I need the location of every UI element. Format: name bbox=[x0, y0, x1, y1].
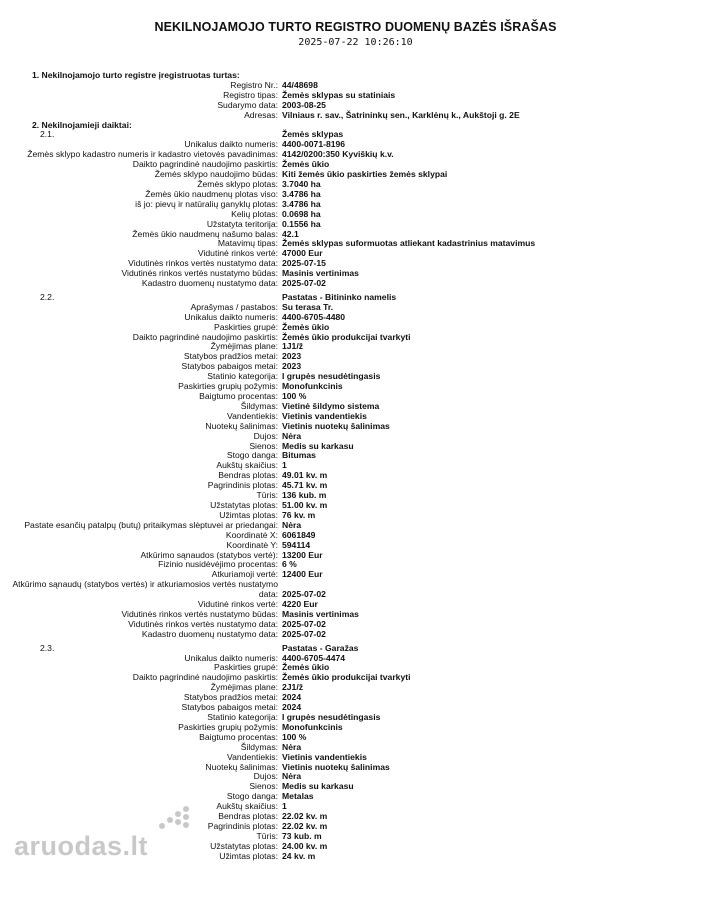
field-row bbox=[0, 180, 711, 190]
field-value: 4400-0071-8196 bbox=[282, 139, 346, 150]
field-value: 3.7040 ha bbox=[282, 178, 321, 189]
field-row bbox=[0, 673, 711, 683]
field-label: Vidutinė rinkos vertė: bbox=[197, 248, 278, 259]
document-title: NEKILNOJAMOJO TURTO REGISTRO DUOMENŲ BAZĖS IŠRAŠAS bbox=[154, 20, 557, 34]
field-label: Žemės sklypo plotas: bbox=[197, 178, 278, 189]
field-label: Vandentiekis: bbox=[227, 751, 278, 762]
field-value: Vietinė šildymo sistema bbox=[282, 400, 380, 411]
field-label: Daikto pagrindinė naudojimo paskirtis: bbox=[132, 159, 278, 170]
field-label: Žymėjimas plane: bbox=[210, 682, 278, 693]
field-value: 24.00 kv. m bbox=[282, 840, 328, 851]
field-row bbox=[0, 763, 711, 773]
field-value: 24 kv. m bbox=[282, 850, 316, 861]
field-value: Vilniaus r. sav., Šatrininkų sen., Karklėnų k., Aukštoji g. 2E bbox=[282, 109, 520, 120]
field-value: 0.0698 ha bbox=[282, 208, 321, 219]
field-label: Paskirties grupė: bbox=[213, 662, 278, 673]
document-datetime: 2025-07-22 10:26:10 bbox=[298, 37, 413, 48]
field-label: Kadastro duomenų nustatymo data: bbox=[141, 278, 278, 289]
field-value: 6061849 bbox=[282, 529, 316, 540]
item-header bbox=[0, 130, 711, 140]
field-row bbox=[0, 451, 711, 461]
field-value: Masinis vertinimas bbox=[282, 608, 359, 619]
field-value: 3.4786 ha bbox=[282, 188, 321, 199]
field-value: Kiti žemės ūkio paskirties žemės sklypai bbox=[282, 169, 448, 180]
field-value: Vietinis vandentiekis bbox=[282, 751, 367, 762]
field-label: Vidutinės rinkos vertės nustatymo data: bbox=[128, 618, 278, 629]
field-row bbox=[0, 303, 711, 313]
field-row bbox=[0, 432, 711, 442]
field-row bbox=[0, 210, 711, 220]
field-label: Vidutinės rinkos vertės nustatymo data: bbox=[128, 258, 278, 269]
field-label: Baigtumo procentas: bbox=[199, 391, 278, 401]
field-value: 12400 Eur bbox=[282, 569, 323, 580]
field-row bbox=[0, 269, 711, 279]
field-row bbox=[0, 190, 711, 200]
field-row bbox=[0, 91, 711, 101]
field-label: Stogo danga: bbox=[226, 791, 278, 802]
field-value: Nėra bbox=[282, 771, 302, 782]
field-row bbox=[0, 723, 711, 733]
field-value: Žemės sklypas suformuotas atliekant kadastrinius matavimus bbox=[282, 238, 536, 249]
field-row bbox=[0, 279, 711, 289]
field-row bbox=[0, 501, 711, 511]
field-label: Sienos: bbox=[249, 781, 278, 792]
field-label: Tūris: bbox=[256, 830, 278, 841]
field-label: Pastate esančių patalpų (butų) pritaikymas slėptuvei ar priedangai: bbox=[24, 519, 278, 530]
field-row bbox=[0, 560, 711, 570]
field-label: Šildymas: bbox=[240, 741, 278, 752]
field-label: Užimtas plotas: bbox=[219, 509, 278, 520]
field-label: Žymėjimas plane: bbox=[210, 341, 278, 352]
field-row bbox=[0, 442, 711, 452]
field-label: Baigtumo procentas: bbox=[199, 731, 278, 742]
field-label: Vidutinė rinkos vertė: bbox=[197, 599, 278, 610]
field-label: Aukštų skaičius: bbox=[216, 801, 278, 812]
field-label: Kadastro duomenų nustatymo data: bbox=[141, 628, 278, 639]
field-value: 73 kub. m bbox=[282, 830, 322, 841]
field-row-wrapped bbox=[0, 521, 711, 531]
field-value: Metalas bbox=[282, 791, 314, 802]
field-row bbox=[0, 792, 711, 802]
field-label: Žemės ūkio naudmenų našumo balas: bbox=[132, 228, 278, 239]
item-number: 2.1. bbox=[40, 129, 55, 140]
field-row bbox=[0, 481, 711, 491]
field-row bbox=[0, 372, 711, 382]
field-row bbox=[0, 249, 711, 259]
field-value: Nėra bbox=[282, 741, 302, 752]
field-label: Unikalus daikto numeris: bbox=[184, 311, 278, 322]
field-row bbox=[0, 733, 711, 743]
item-title: Pastatas - Garažas bbox=[282, 642, 359, 653]
field-label: Paskirties grupių požymis: bbox=[178, 381, 278, 392]
field-value: Žemės ūkio bbox=[282, 159, 330, 170]
field-label: Žemės ūkio naudmenų plotas viso: bbox=[145, 188, 278, 199]
field-label: Pagrindinis plotas: bbox=[207, 820, 278, 831]
field-label: Nuotekų šalinimas: bbox=[205, 761, 278, 772]
field-value: 76 kv. m bbox=[282, 509, 316, 520]
field-value: 22.02 kv. m bbox=[282, 820, 328, 831]
field-label: Atkūrimo sąnaudų (statybos vertės) ir atkuriamosios vertės nustatymo data: bbox=[12, 579, 278, 600]
field-label: Matavimų tipas: bbox=[217, 238, 278, 249]
field-value: 2023 bbox=[282, 361, 302, 372]
field-label: Vandentiekis: bbox=[227, 410, 278, 421]
field-row bbox=[0, 654, 711, 664]
field-row bbox=[0, 461, 711, 471]
field-row bbox=[0, 693, 711, 703]
field-label: Dujos: bbox=[253, 430, 278, 441]
field-value: Masinis vertinimas bbox=[282, 268, 359, 279]
field-value: 2024 bbox=[282, 692, 302, 703]
field-label: Paskirties grupių požymis: bbox=[178, 721, 278, 732]
field-row bbox=[0, 683, 711, 693]
field-row bbox=[0, 610, 711, 620]
field-value: 45.71 kv. m bbox=[282, 480, 328, 491]
field-value: 2025-07-15 bbox=[282, 258, 326, 269]
field-value: Nėra bbox=[282, 519, 302, 530]
field-value: 4220 Eur bbox=[282, 599, 318, 610]
field-value: 42.1 bbox=[282, 228, 299, 239]
field-label: Stogo danga: bbox=[226, 450, 278, 461]
field-label: Daikto pagrindinė naudojimo paskirtis: bbox=[132, 672, 278, 683]
field-label: Sudarymo data: bbox=[217, 99, 278, 110]
field-row bbox=[0, 313, 711, 323]
field-row-wrapped bbox=[0, 150, 711, 160]
item-number: 2.3. bbox=[40, 642, 55, 653]
field-value: Medis su karkasu bbox=[282, 440, 354, 451]
field-label: Vidutinės rinkos vertės nustatymo būdas: bbox=[121, 608, 278, 619]
field-label: Aprašymas / pastabos: bbox=[190, 301, 278, 312]
field-row bbox=[0, 200, 711, 210]
field-label: Fizinio nusidėvėjimo procentas: bbox=[158, 559, 278, 570]
field-value: 0.1556 ha bbox=[282, 218, 321, 229]
item-title: Žemės sklypas bbox=[282, 129, 344, 140]
field-label: Užstatytas plotas: bbox=[210, 499, 278, 510]
field-value: 136 kub. m bbox=[282, 490, 327, 501]
field-value: I grupės nesudėtingasis bbox=[282, 371, 381, 382]
field-row-wrapped bbox=[0, 580, 711, 600]
field-label: Tūris: bbox=[256, 490, 278, 501]
field-label: Sienos: bbox=[249, 440, 278, 451]
field-value: 2025-07-02 bbox=[282, 618, 326, 629]
field-label: Aukštų skaičius: bbox=[216, 460, 278, 471]
field-value: 51.00 kv. m bbox=[282, 499, 328, 510]
field-row bbox=[0, 713, 711, 723]
field-value: Nėra bbox=[282, 430, 302, 441]
field-row bbox=[0, 170, 711, 180]
field-row bbox=[0, 531, 711, 541]
field-value: 2J1/ž bbox=[282, 682, 304, 693]
document-body bbox=[0, 71, 711, 862]
field-label: Šildymas: bbox=[240, 400, 278, 411]
item-number: 2.2. bbox=[40, 291, 55, 302]
field-label: Užimtas plotas: bbox=[219, 850, 278, 861]
field-label: Užstatyta teritorija: bbox=[206, 218, 278, 229]
aruodas-watermark bbox=[14, 803, 194, 873]
field-value: Su terasa Tr. bbox=[282, 301, 334, 312]
field-label: Unikalus daikto numeris: bbox=[184, 652, 278, 663]
field-value: 4142/0200:350 Kyviškių k.v. bbox=[282, 149, 394, 160]
field-label: Adresas: bbox=[244, 109, 278, 120]
field-row bbox=[0, 620, 711, 630]
field-label: Paskirties grupė: bbox=[213, 321, 278, 332]
item-title: Pastatas - Bitininko namelis bbox=[282, 291, 397, 302]
field-value: Vietinis nuotekų šalinimas bbox=[282, 761, 390, 772]
field-label: Žemės sklypo kadastro numeris ir kadastro vietovės pavadinimas: bbox=[27, 149, 278, 160]
field-label: Statybos pradžios metai: bbox=[183, 351, 278, 362]
field-value: 2024 bbox=[282, 702, 302, 713]
field-label: Bendras plotas: bbox=[218, 470, 278, 481]
field-label: Registro tipas: bbox=[223, 89, 278, 100]
field-label: Bendras plotas: bbox=[218, 811, 278, 822]
field-row bbox=[0, 541, 711, 551]
field-label: Unikalus daikto numeris: bbox=[184, 139, 278, 150]
field-value: 13200 Eur bbox=[282, 549, 323, 560]
field-label: Nuotekų šalinimas: bbox=[205, 420, 278, 431]
field-value: 2023 bbox=[282, 351, 302, 362]
field-label: Pagrindinis plotas: bbox=[207, 480, 278, 491]
item-header bbox=[0, 293, 711, 303]
field-value: I grupės nesudėtingasis bbox=[282, 712, 381, 722]
field-value: 44/48698 bbox=[282, 79, 318, 90]
watermark-text: aruodas.lt bbox=[14, 831, 149, 861]
field-row bbox=[0, 220, 711, 230]
field-label: Koordinatė X: bbox=[225, 529, 278, 540]
field-label: Užstatytas plotas: bbox=[210, 840, 278, 851]
item-header bbox=[0, 644, 711, 654]
field-label: Žemės sklypo naudojimo būdas: bbox=[154, 169, 278, 180]
field-value: 4400-6705-4474 bbox=[282, 652, 346, 663]
field-value: Monofunkcinis bbox=[282, 721, 343, 732]
field-row bbox=[0, 382, 711, 392]
field-value: 22.02 kv. m bbox=[282, 811, 328, 822]
field-value: 2003-08-25 bbox=[282, 99, 326, 110]
field-row bbox=[0, 471, 711, 481]
field-label: Atkūrimo sąnaudos (statybos vertė): bbox=[140, 549, 278, 560]
field-row bbox=[0, 491, 711, 501]
field-label: iš jo: pievų ir natūralių ganyklų plotas: bbox=[135, 198, 278, 209]
field-label: Statinio kategorija: bbox=[207, 371, 278, 382]
field-label: Statybos pabaigos metai: bbox=[181, 361, 278, 372]
field-value: Medis su karkasu bbox=[282, 781, 354, 792]
field-value: Vietinis nuotekų šalinimas bbox=[282, 420, 390, 431]
field-value: Bitumas bbox=[282, 450, 316, 461]
field-value: 47000 Eur bbox=[282, 248, 323, 259]
field-label: Koordinatė Y: bbox=[226, 539, 278, 550]
field-value: 2025-07-02 bbox=[282, 589, 326, 600]
section2-heading: 2. Nekilnojamieji daiktai: bbox=[32, 119, 132, 130]
field-value: Vietinis vandentiekis bbox=[282, 410, 367, 421]
field-value: Monofunkcinis bbox=[282, 381, 343, 392]
field-row bbox=[0, 342, 711, 352]
field-row bbox=[0, 630, 711, 640]
field-value: 4400-6705-4480 bbox=[282, 311, 346, 322]
field-value: 2025-07-02 bbox=[282, 628, 326, 639]
field-value: 6 % bbox=[282, 559, 297, 570]
field-label: Kelių plotas: bbox=[231, 208, 278, 219]
field-label: Statybos pabaigos metai: bbox=[181, 702, 278, 713]
section1-heading: 1. Nekilnojamojo turto registre įregistruotas turtas: bbox=[32, 70, 240, 80]
field-label: Dujos: bbox=[253, 771, 278, 782]
field-label: Atkuriamoji vertė: bbox=[211, 569, 278, 580]
field-value: 2025-07-02 bbox=[282, 278, 326, 289]
field-label: Statinio kategorija: bbox=[207, 712, 278, 722]
field-row bbox=[0, 551, 711, 561]
field-value: Žemės ūkio produkcijai tvarkyti bbox=[282, 672, 411, 683]
field-row bbox=[0, 239, 711, 249]
field-value: Žemės sklypas su statiniais bbox=[282, 89, 396, 100]
field-row bbox=[0, 422, 711, 432]
field-value: 100 % bbox=[282, 731, 307, 742]
field-value: 1 bbox=[282, 460, 287, 471]
field-row bbox=[0, 772, 711, 782]
field-label: Registro Nr.: bbox=[230, 79, 278, 90]
field-value: 1J1/ž bbox=[282, 341, 304, 352]
field-row bbox=[0, 352, 711, 362]
field-value: Žemės ūkio bbox=[282, 321, 330, 332]
field-label: Daikto pagrindinė naudojimo paskirtis: bbox=[132, 331, 278, 342]
field-label: Statybos pradžios metai: bbox=[183, 692, 278, 703]
field-value: 3.4786 ha bbox=[282, 198, 321, 209]
field-label: Vidutinės rinkos vertės nustatymo būdas: bbox=[121, 268, 278, 279]
field-value: 594114 bbox=[282, 539, 311, 550]
field-row bbox=[0, 333, 711, 343]
field-value: Žemės ūkio produkcijai tvarkyti bbox=[282, 331, 411, 342]
field-value: 49.01 kv. m bbox=[282, 470, 328, 481]
field-value: 100 % bbox=[282, 391, 307, 401]
field-value: Žemės ūkio bbox=[282, 662, 330, 673]
field-row bbox=[0, 782, 711, 792]
field-value: 1 bbox=[282, 801, 287, 812]
